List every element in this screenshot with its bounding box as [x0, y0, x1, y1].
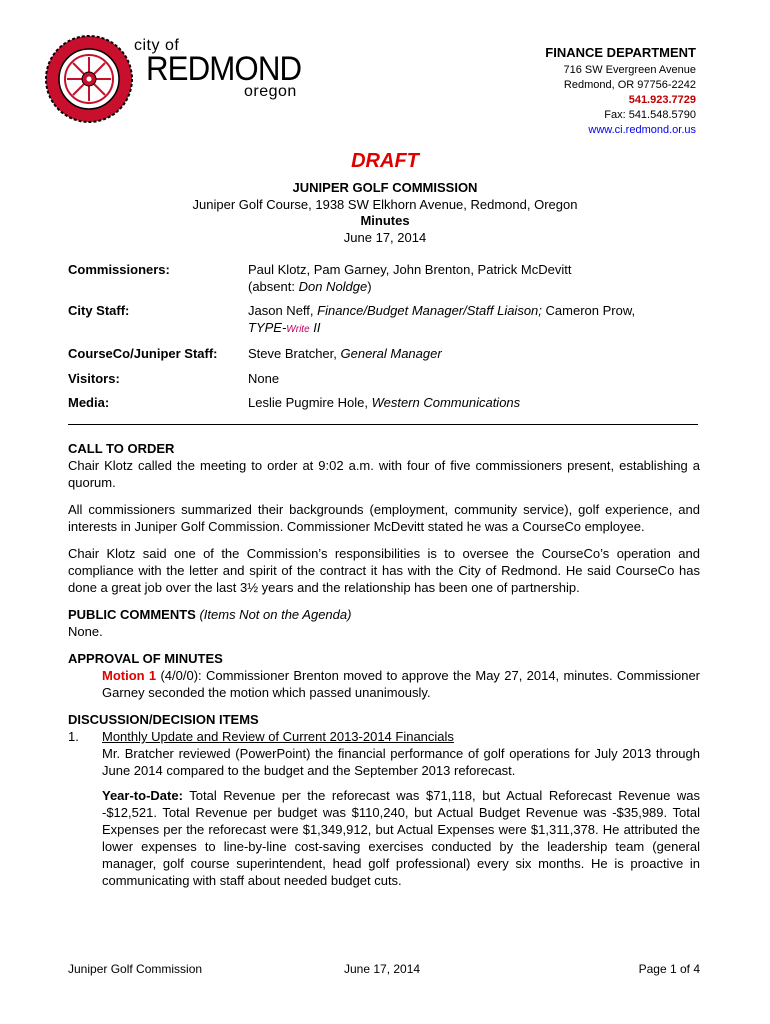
- call-to-order-p3: Chair Klotz said one of the Commission’s responsibilities is to oversee the CourseCo’s operation and compliance with the letter and spirit of the contract it has with the City of Redmond. He said CourseCo has done a great job over the last 3½ years and the relationship has been one of partnership.: [68, 546, 700, 595]
- media-row: [68, 395, 708, 412]
- commissioners-row: [68, 262, 708, 295]
- ytd-text: Total Revenue per the reforecast was $71,118, but Actual Reforecast Revenue was -$12,521. Total Revenue per budget was $110,240, but Actual Budget Revenue was -$35,989. Total Expenses per the reforecast were $1,349,912, but Actual Expenses were $1,311,378. He attributed the lower expenses to line-by-line cost-saving exercises conducted by the leadership team (general manager, golf course superintendent, head golf professional) every six months. He is proactive in communicating with staff about needed budget cuts.: [102, 788, 700, 888]
- attendance-table: [68, 262, 708, 420]
- visitors-label: Visitors:: [68, 370, 120, 386]
- call-to-order-heading: CALL TO ORDER: [68, 441, 175, 456]
- public-comments-text: None.: [68, 624, 103, 639]
- item-title: Monthly Update and Review of Current 2013-2014 Financials: [102, 729, 454, 744]
- logo-redmond: REDMOND: [146, 50, 302, 88]
- org-name: JUNIPER GOLF COMMISSION: [292, 180, 478, 195]
- item-number: 1.: [68, 729, 79, 744]
- logo-oregon: oregon: [244, 83, 297, 100]
- footer-left: Juniper Golf Commission: [68, 962, 203, 976]
- department-header: [545, 45, 696, 138]
- staff-name-1: Jason Neff,: [248, 303, 318, 318]
- media-title: Western Communications: [371, 395, 521, 410]
- motion-label: Motion 1: [102, 668, 157, 683]
- staff-title-2c: II: [309, 319, 321, 335]
- staff-title-2a: TYPE-: [248, 319, 287, 335]
- courseco-name: Steve Bratcher,: [248, 346, 341, 361]
- title-block: [0, 180, 770, 246]
- item-text: Mr. Bratcher reviewed (PowerPoint) the financial performance of golf operations for July 2013 through June 2014 compared to the budget and the September 2013 reforecast.: [102, 746, 700, 778]
- ytd-label: Year-to-Date:: [102, 788, 183, 803]
- staff-name-2: Cameron Prow,: [541, 303, 636, 318]
- visitors-row: [68, 371, 708, 388]
- department-name: FINANCE DEPARTMENT: [545, 45, 696, 60]
- city-staff-label: City Staff:: [68, 303, 130, 318]
- absent-prefix: (absent:: [248, 278, 299, 294]
- courseco-label: CourseCo/Juniper Staff:: [68, 346, 218, 361]
- staff-title-2b: Write: [286, 323, 310, 335]
- motion-1: [102, 667, 700, 701]
- approval-heading: APPROVAL OF MINUTES: [68, 651, 223, 666]
- address-line-1: 716 SW Evergreen Avenue: [563, 64, 696, 76]
- address-line-2: Redmond, OR 97756-2242: [563, 79, 696, 91]
- call-to-order-p1: Chair Klotz called the meeting to order at 9:02 a.m. with four of five commissioners present, establishing a quorum.: [68, 458, 700, 490]
- call-to-order-p2: All commissioners summarized their backgrounds (employment, community service), golf experience, and interests in Juniper Golf Commission. Commissioner McDevitt stated he was a CourseCo employee.: [68, 502, 700, 534]
- absent-name: Don Noldge: [298, 278, 368, 294]
- staff-title-1: Finance/Budget Manager/Staff Liaison;: [317, 303, 542, 318]
- visitors-value: None: [248, 370, 280, 386]
- absent-suffix: ): [367, 278, 372, 294]
- public-comments-title: PUBLIC COMMENTS: [68, 607, 196, 622]
- phone-number: 541.923.7729: [628, 94, 696, 106]
- website-link[interactable]: www.ci.redmond.or.us: [588, 124, 696, 136]
- motion-text: (4/0/0): Commissioner Brenton moved to approve the May 27, 2014, minutes. Commissioner Garney seconded the motion which passed unanimously.: [102, 668, 700, 700]
- city-seal-logo: [44, 34, 134, 124]
- logo-city-of: city of: [134, 37, 180, 54]
- discussion-item-1: [68, 728, 700, 779]
- commissioners-label: Commissioners:: [68, 262, 170, 277]
- courseco-title: General Manager: [340, 346, 442, 361]
- minutes-body: [68, 440, 700, 889]
- year-to-date-paragraph: [102, 787, 700, 889]
- meeting-date: June 17, 2014: [343, 229, 427, 245]
- meeting-location: Juniper Golf Course, 1938 SW Elkhorn Avenue, Redmond, Oregon: [192, 196, 578, 212]
- public-comments-sub: (Items Not on the Agenda): [195, 607, 352, 622]
- doc-type: Minutes: [360, 213, 410, 228]
- commissioners-list: Paul Klotz, Pam Garney, John Brenton, Patrick McDevitt: [248, 262, 572, 277]
- city-staff-row: [68, 303, 708, 338]
- footer-center: June 17, 2014: [344, 962, 421, 976]
- divider-line: [68, 424, 698, 425]
- media-name: Leslie Pugmire Hole,: [248, 395, 372, 410]
- public-comments-heading: [68, 606, 700, 623]
- media-label: Media:: [68, 395, 110, 410]
- discussion-heading: DISCUSSION/DECISION ITEMS: [68, 712, 259, 727]
- draft-stamp: DRAFT: [351, 150, 419, 172]
- fax-number: Fax: 541.548.5790: [604, 109, 696, 121]
- footer-page-number: Page 1 of 4: [638, 962, 700, 976]
- courseco-row: [68, 346, 708, 363]
